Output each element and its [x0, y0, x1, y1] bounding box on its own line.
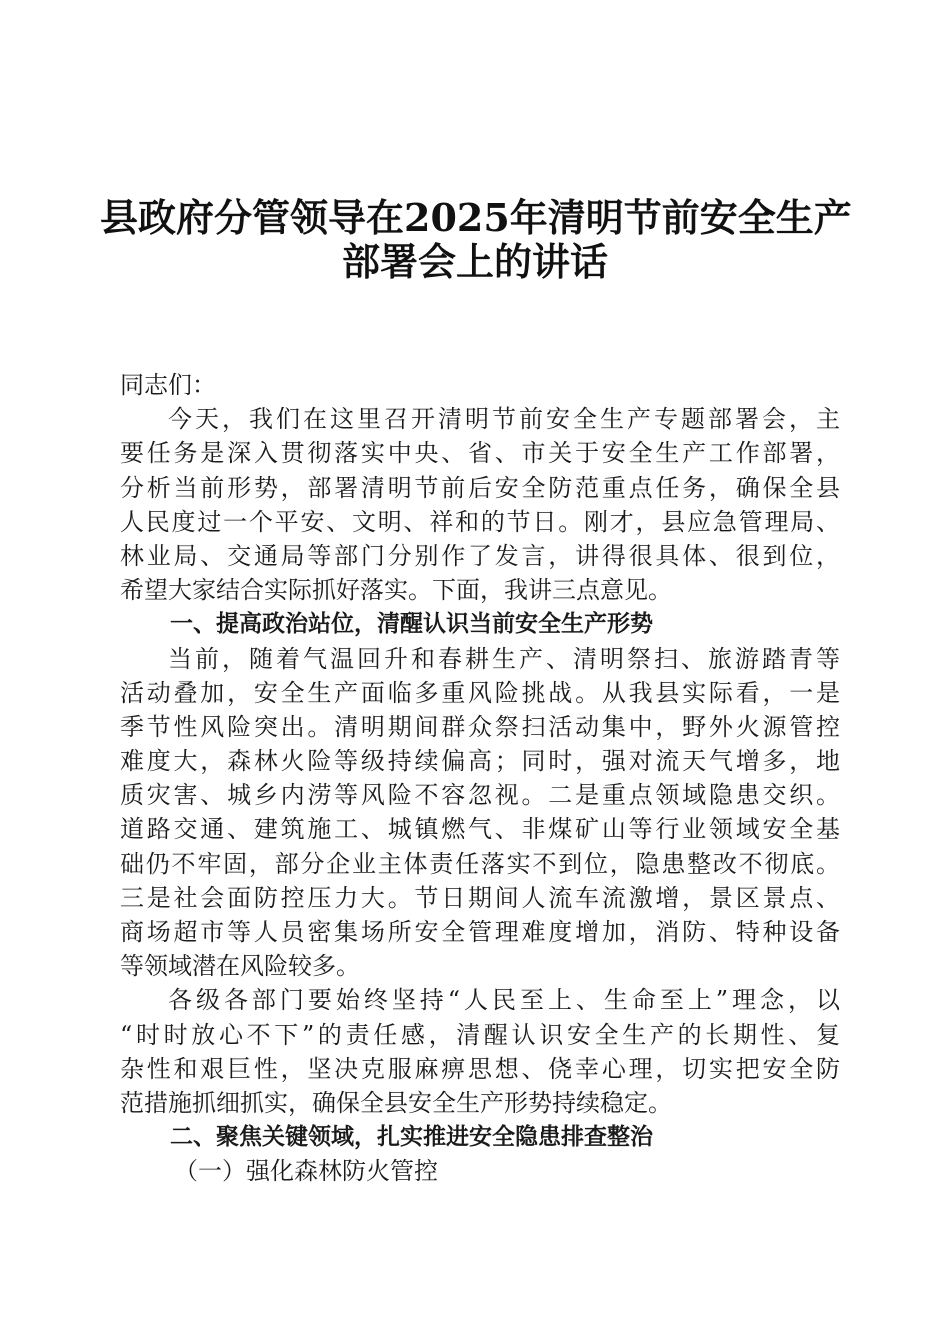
paragraph-situation: [120, 642, 840, 984]
paragraph-line: 难度大，森林火险等级持续偏高；同时，强对流天气增多，地: [120, 747, 840, 776]
paragraph-line: 当前，随着气温回升和春耕生产、清明祭扫、旅游踏青等: [168, 644, 840, 673]
paragraph-line: 道路交通、建筑施工、城镇燃气、非煤矿山等行业领域安全基: [120, 815, 840, 844]
paragraph-line: 活动叠加，安全生产面临多重风险挑战。从我县实际看，一是: [120, 678, 840, 707]
document-title-line-2: 部署会上的讲话: [341, 239, 608, 284]
section-heading-1: 一、提高政治站位，清醒认识当前安全生产形势: [170, 611, 653, 638]
paragraph-requirements: [120, 983, 840, 1120]
paragraph-line: 季节性风险突出。清明期间群众祭扫活动集中，野外火源管控: [120, 712, 840, 741]
paragraph-line: 分析当前形势，部署清明节前后安全防范重点任务，确保全县: [120, 473, 840, 502]
subsection-heading-1: （一）强化森林防火管控: [174, 1157, 438, 1186]
paragraph-line: 杂性和艰巨性，坚决克服麻痹思想、侥幸心理，切实把安全防: [120, 1054, 840, 1083]
paragraph-line: 三是社会面防控压力大。节日期间人流车流激增，景区景点、: [120, 883, 840, 912]
paragraph-line: 范措施抓细抓实，确保全县安全生产形势持续稳定。: [120, 1088, 672, 1117]
paragraph-line: 希望大家结合实际抓好落实。下面，我讲三点意见。: [120, 576, 672, 605]
paragraph-line: 等领域潜在风险较多。: [120, 952, 360, 981]
paragraph-line: 商场超市等人员密集场所安全管理难度增加，消防、特种设备: [120, 918, 840, 946]
greeting: 同志们：: [120, 371, 216, 399]
paragraph-line: 人民度过一个平安、文明、祥和的节日。刚才，县应急管理局、: [120, 507, 840, 536]
paragraph-intro: [120, 402, 840, 607]
document-title-line-1: 县政府分管领导在2025年清明节前安全生产: [100, 195, 852, 240]
paragraph-line: 质灾害、城乡内涝等风险不容忽视。二是重点领域隐患交织。: [120, 781, 840, 810]
paragraph-line: 础仍不牢固，部分企业主体责任落实不到位，隐患整改不彻底。: [120, 849, 840, 878]
document-body: [120, 368, 840, 1189]
paragraph-line: 林业局、交通局等部门分别作了发言，讲得很具体、很到位，: [120, 541, 840, 570]
paragraph-line: 各级各部门要始终坚持“人民至上、生命至上”理念，以: [168, 986, 840, 1015]
paragraph-line: 要任务是深入贯彻落实中央、省、市关于安全生产工作部署，: [120, 439, 840, 468]
section-heading-2: 二、聚焦关键领域，扎实推进安全隐患排查整治: [170, 1124, 653, 1151]
paragraph-line: 今天，我们在这里召开清明节前安全生产专题部署会，主: [168, 405, 840, 434]
paragraph-line: “时时放心不下”的责任感，清醒认识安全生产的长期性、复: [120, 1020, 840, 1049]
